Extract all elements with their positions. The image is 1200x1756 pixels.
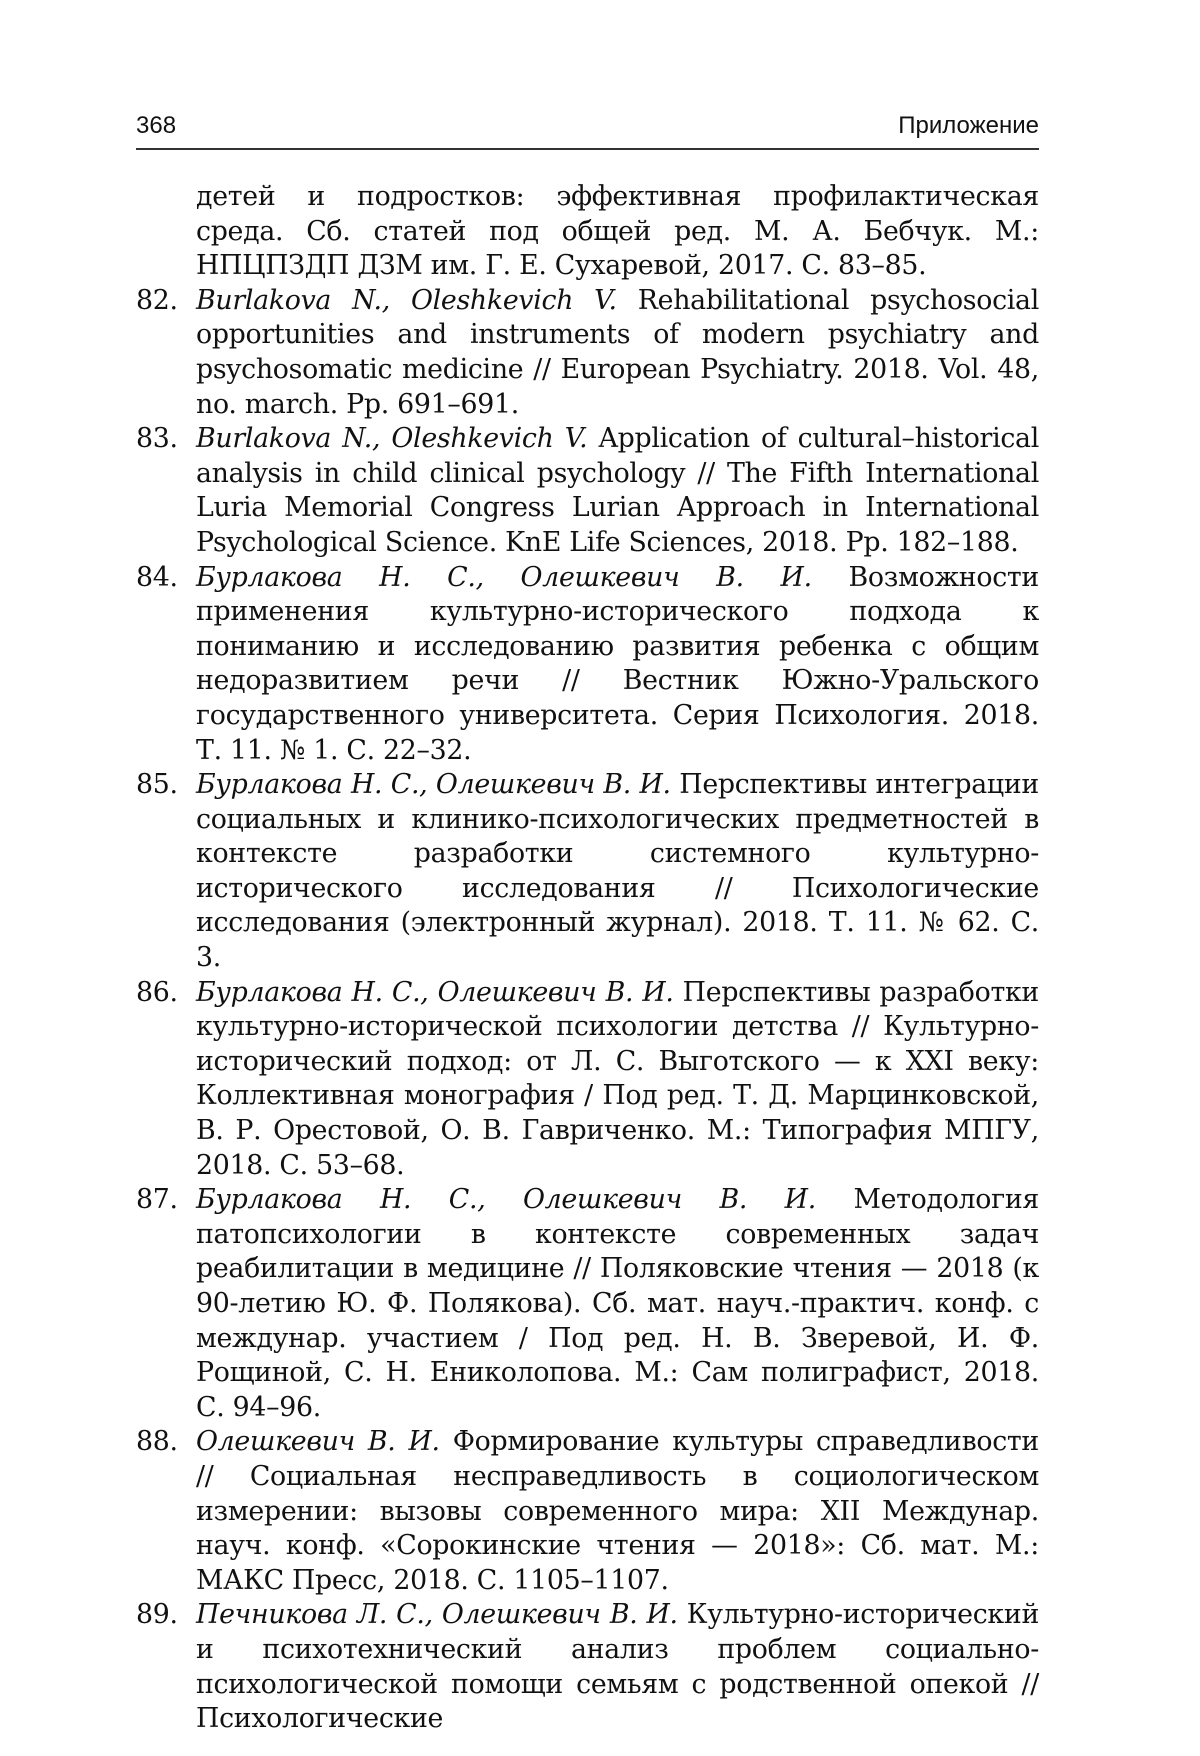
reference-number: 84.: [136, 561, 178, 593]
reference-item-88: [136, 1425, 1039, 1598]
reference-number: 89.: [136, 1599, 178, 1631]
reference-number: 88.: [136, 1426, 178, 1458]
reference-authors: Бурлакова Н. С., Олешкевич В. И.: [196, 769, 671, 801]
reference-item-continuation: [136, 180, 1039, 284]
reference-authors: Бурлакова Н. С., Олешкевич В. И.: [196, 561, 812, 593]
reference-authors: Бурлакова Н. С., Олешкевич В. И.: [196, 976, 674, 1008]
reference-text: Application of cultural–historical analysis in child clinical psychology // The Fifth International Luria Memorial Congress Lurian Approach in International Psychological Science. KnE Life Sciences, 2018. Pp. 182–188.: [196, 423, 1039, 558]
reference-text: Rehabilitational psychosocial opportunities and instruments of modern psychiatry and psychosomatic medicine // European Psychiatry. 2018. Vol. 48, no. march. Pp. 691–691.: [196, 284, 1039, 420]
running-title: Приложение: [898, 112, 1039, 139]
reference-number: 82.: [136, 284, 178, 316]
page-number: 368: [136, 112, 177, 139]
reference-item-85: [136, 768, 1039, 976]
reference-authors: Burlakova N., Oleshkevich V.: [196, 284, 617, 316]
reference-text: Перспективы разработки культурно-исторической психологии детства // Культурно-исторический подход: от Л. С. Выготского — к XXI веку: Коллективная монография / Под ред. Т. Д. Марцинковской, В. Р. Орестовой, О. В. Гавриченко. М.: Типография МПГУ, 2018. С. 53–68.: [196, 976, 1039, 1181]
reference-number: 86.: [136, 976, 178, 1008]
reference-item-86: [136, 976, 1039, 1184]
reference-text: Перспективы интеграции социальных и клинико-психологических предметностей в контексте разработки системного культурно-исторического исследования // Психологические исследования (электронный журнал). 2018. Т. 11. № 62. С. 3.: [196, 769, 1039, 974]
reference-item-83: [136, 422, 1039, 560]
reference-text: Культурно-исторический и психотехнический анализ проблем социально-психологической помощи семьям с родственной опекой // Психологические: [196, 1599, 1039, 1735]
reference-authors: Олешкевич В. И.: [196, 1426, 440, 1458]
reference-item-84: [136, 561, 1039, 769]
reference-text: Возможности применения культурно-исторического подхода к пониманию и исследованию развития ребенка с общим недоразвитием речи // Вестник Южно-Уральского государственного университета. Серия Психология. 2018. Т. 11. № 1. С. 22–32.: [196, 561, 1039, 766]
reference-text: Формирование культуры справедливости // Социальная несправедливость в социологическом измерении: вызовы современного мира: XII Междунар. науч. конф. «Сорокинские чтения — 2018»: Сб. мат. М.: МАКС Пресс, 2018. С. 1105–1107.: [196, 1426, 1039, 1596]
reference-number: 87.: [136, 1184, 178, 1216]
page-header: [136, 108, 1039, 150]
reference-number: 83.: [136, 423, 178, 455]
reference-authors: Бурлакова Н. С., Олешкевич В. И.: [196, 1184, 816, 1216]
reference-text: Методология патопсихологии в контексте современных задач реабилитации в медицине // Поляковские чтения — 2018 (к 90-летию Ю. Ф. Полякова). Сб. мат. науч.-практич. конф. с междунар. участием / Под ред. Н. В. Зверевой, И. Ф. Рощиной, С. Н. Ениколопова. М.: Сам полиграфист, 2018. С. 94–96.: [196, 1184, 1040, 1423]
reference-list: [136, 180, 1039, 1737]
reference-text: детей и подростков: эффективная профилактическая среда. Сб. статей под общей ред. М. А. Бебчук. М.: НПЦПЗДП ДЗМ им. Г. Е. Сухаревой, 2017. С. 83–85.: [196, 181, 1039, 282]
reference-item-82: [136, 284, 1039, 422]
reference-item-87: [136, 1183, 1039, 1425]
reference-item-89: [136, 1598, 1039, 1736]
reference-number: 85.: [136, 769, 178, 801]
reference-authors: Печникова Л. С., Олешкевич В. И.: [196, 1599, 678, 1631]
reference-authors: Burlakova N., Oleshkevich V.: [196, 423, 588, 455]
